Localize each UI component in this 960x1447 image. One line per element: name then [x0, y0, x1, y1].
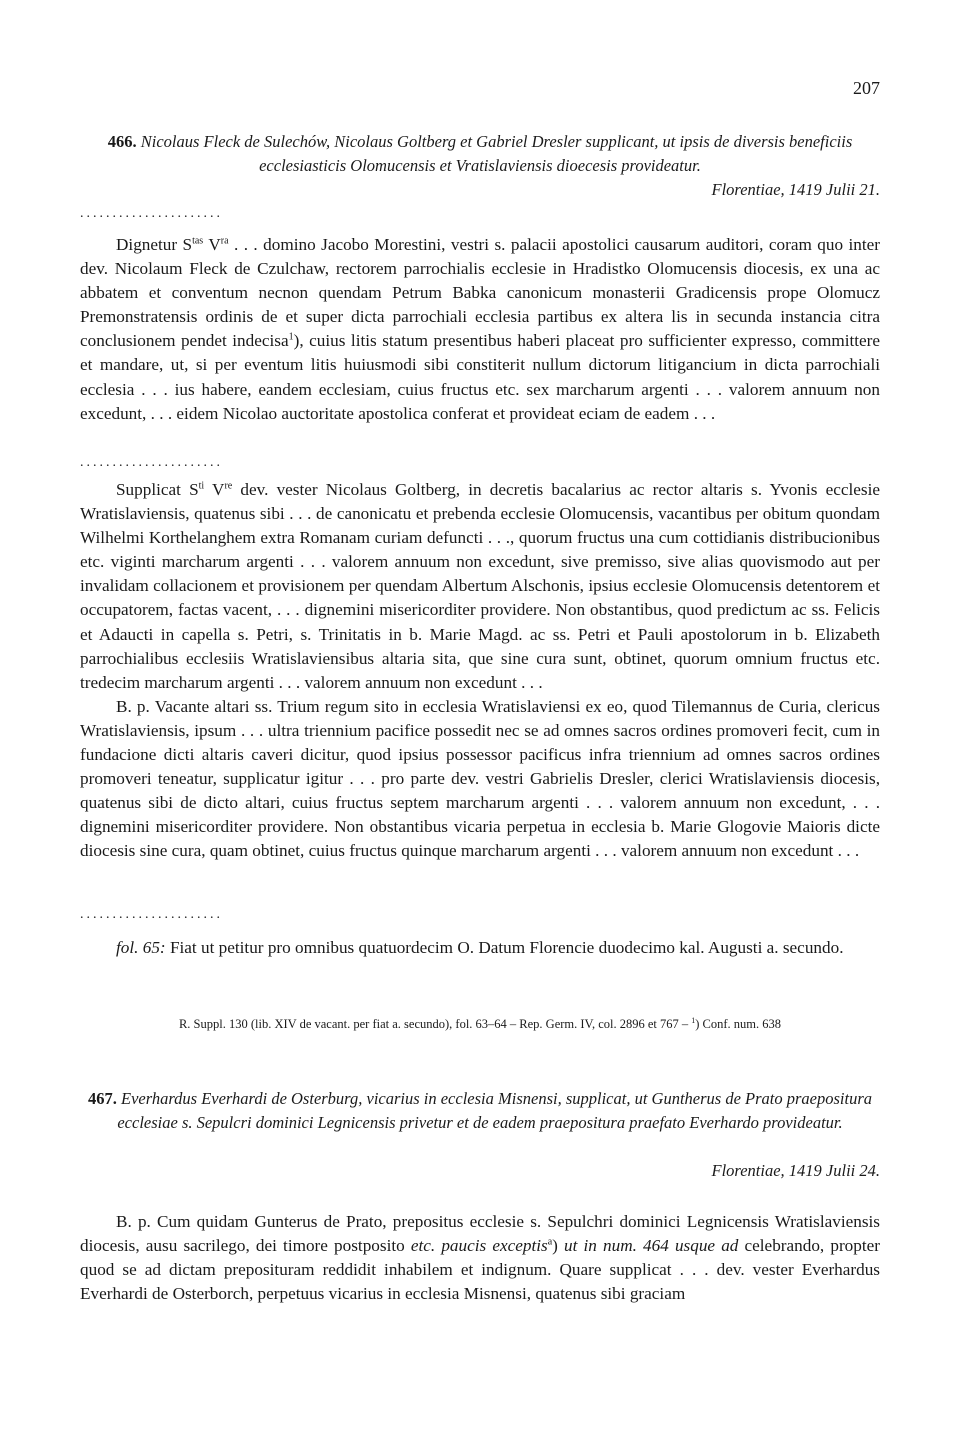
text-run: Supplicat S [116, 480, 199, 499]
superscript: ti [198, 480, 205, 492]
footnote-ref: 1 [288, 331, 294, 343]
text-run: V [204, 480, 225, 499]
editorial-italic: etc. paucis exceptis [410, 1236, 548, 1256]
doc-466-paragraph-1 [80, 233, 880, 426]
text-run: dev. vester Nicolaus Goltberg, in decretis bacalarius ac rector altaris s. Yvonis ecclesie Wratislaviensis, quatenus sibi . . . de canonicatu et prebenda ecclesie Olomucensis, vacantibus per obitum quondam Wilhelmi Korthelanghem extra Romanam curiam defuncti . . ., quorum fructus una cum cottidianis distribucionibus etc. viginti marcharum argenti . . . valorem annuum non excedunt, sive premisso, sive alias quovismodo aut per invalidam collacionem et provisionem per quendam Albertum Alschonis, ipsius ecclesie Olomucensis detentorem et occupatorem, factas vacent, . . . dignemini misericorditer providere. Non obstantibus, quod predictum ac ss. Felicis et Adaucti in capella s. Petri, s. Trinitatis in b. Marie Magd. ac ss. Petri et Pauli apostolorum in b. Elizabeth parrochialibus ecclesiis Wratislaviensibus altaria sita, que sine cura sunt, obtinet, quorum omnium fructus etc. tredecim marcharum argenti . . . valorem annuum non excedunt . . . [80, 480, 880, 692]
superscript: re [224, 480, 233, 492]
doc-467-heading [80, 1087, 880, 1135]
text-run: Dignetur S [116, 235, 193, 254]
doc-466-heading [80, 130, 880, 178]
doc-467-number: 467. [88, 1089, 117, 1108]
doc-467-dateline: Florentiae, 1419 Julii 24. [711, 1161, 880, 1180]
text-run: . . . domino Jacobo Morestini, vestri s. palacii apostolici causarum auditori, coram quo inter dev. Nicolaum Fleck de Czulchaw, rectorem parrochialis ecclesie in Hradistko Olomucensis diocesis, ex una ac abbatem et conventum necnon quendam Petrum Babka canonicum monasterii Gradicensis prope Olomucz Premonstratensis ordinis de et super dicta parrochiali ecclesia partibus ex altera lis in secunda instancia citra conclusionem pendet indecisa [80, 235, 880, 351]
doc-466-paragraph-3: B. p. Vacante altari ss. Trium regum sito in ecclesia Wratislaviensi ex eo, quod Tilemannus de Curia, clericus Wratislaviensis, ipsum . . . ultra triennium pacifice possedit nec se ad omnes sacros ordines promoveri fecit, cum in fundacione dicti altaris caveri dicitur, quod ipsius possessor pacificus infra triennium ad omnes sacros ordines promoveri teneatur, supplicatur igitur . . . pro parte dev. vestri Gabrielis Dresler, clerici Wratislaviensis diocesis, quatenus sibi de dicto altari, cuius fructus septem marcharum argenti . . . valorem annuum non excedunt, . . . dignemini misericorditer providere. Non obstantibus vicaria perpetua in ecclesia b. Marie Glogovie Maioris dicte diocesis sine cura, quam obtinet, cuius fructus quinque marcharum argenti . . . valorem annuum non excedunt . . . [80, 696, 880, 861]
superscript: ra [220, 235, 229, 247]
folio-reference: fol. 65: [116, 938, 166, 957]
doc-466-paragraph-2 [80, 478, 880, 864]
footnote-ref: a [547, 1236, 553, 1248]
doc-467-heading-text: Everhardus Everhardi de Osterburg, vicarius in ecclesia Misnensi, supplicat, ut Guntherus de Prato praepositura ecclesiae s. Sepulcri dominici Legnicensis privetur et de eadem praepositura praefato Everhardo provideatur. [117, 1089, 872, 1132]
doc-466-dateline: Florentiae, 1419 Julii 21. [711, 180, 880, 199]
text-run: ) [552, 1236, 564, 1256]
text-run: B. p. Cum quidam Gunterus de Prato, prepositus ecclesie s. Sepulchri dominici Legnicensis Wratislaviensis diocesis, ausu sacrilego, dei timore postposito [80, 1212, 880, 1256]
text-run: Fiat ut petitur pro omnibus quatuordecim O. Datum Florencie duodecimo kal. Augusti a. secundo. [165, 938, 844, 957]
text-run: V [203, 235, 221, 254]
doc-467-paragraph-1 [80, 1210, 880, 1306]
text-run: ), cuius litis statum presentibus haberi placeat pro sufficienter expresso, committere et mandare, ut, si per eventum litis huiusmodi sibi constiterit nullum dictorum litigancium in dicta parrochiali ecclesia . . . ius habere, eandem ecclesiam, cuius fructus etc. sex marcharum argenti . . . valorem annuum non excedunt, . . . eidem Nicolao auctoritate apostolica conferat et provideat eciam de eadem . . . [80, 331, 881, 423]
page-number: 207 [853, 78, 880, 98]
text-run: ) Conf. num. 638 [695, 1017, 782, 1031]
doc-466-paragraph-4 [80, 936, 880, 960]
dot-leader: ...................... [80, 456, 223, 470]
doc-466-number: 466. [107, 132, 137, 151]
doc-466-footnote [80, 1015, 880, 1033]
text-run: R. Suppl. 130 (lib. XIV de vacant. per fiat a. secundo), fol. 63–64 – Rep. Germ. IV, col. 2896 et 767 – [178, 1017, 692, 1031]
footnote-ref: 1 [691, 1015, 696, 1025]
text-run: celebrando, propter quod se ad dictam preposituram reddidit inhabilem et indignum. Quare supplicat . . . dev. vester Everhardus Everhardi de Osterborch, perpetuus vicarius in ecclesia Misnensi, quatenus sibi graciam [80, 1236, 880, 1304]
dot-leader: ...................... [80, 207, 223, 221]
dot-leader: ...................... [80, 908, 223, 922]
doc-466-heading-text: Nicolaus Fleck de Sulechów, Nicolaus Goltberg et Gabriel Dresler supplicant, ut ipsis de diversis beneficiis ecclesiasticis Olomucensis et Vratislaviensis dioecesis provideatur. [140, 132, 853, 175]
superscript: tas [192, 235, 204, 247]
editorial-italic: ut in num. 464 usque ad [564, 1236, 739, 1256]
